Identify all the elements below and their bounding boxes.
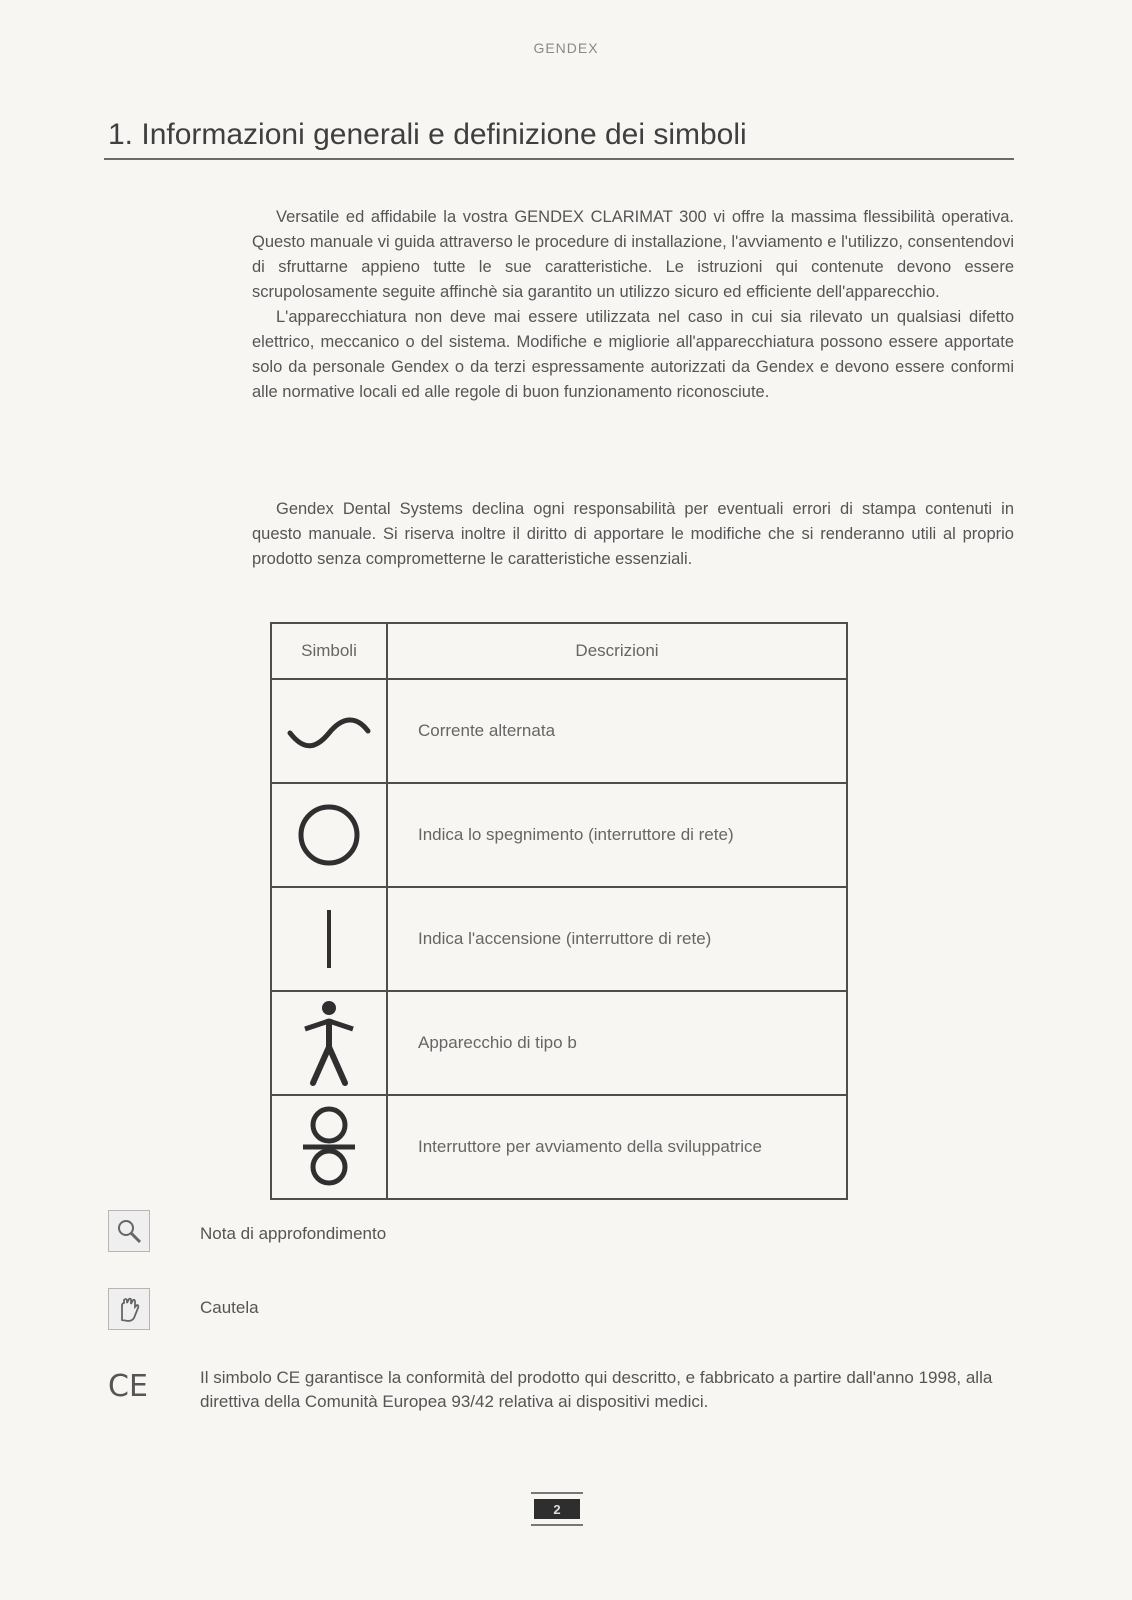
section-title: 1. Informazioni generali e definizione dei simboli [108,118,747,151]
table-row [271,1095,847,1199]
caution-hand-icon [108,1288,150,1330]
disclaimer-text [252,497,1014,572]
row-description: Indica l'accensione (interruttore di rete) [387,887,847,991]
table-row [271,887,847,991]
row-description: Apparecchio di tipo b [387,991,847,1095]
header-descriptions: Descrizioni [387,623,847,679]
page-number-label: 2 [534,1499,580,1519]
row-description: Interruttore per avviamento della sviluppatrice [387,1095,847,1199]
legend-caution-text: Cautela [200,1298,259,1317]
intro-text [252,205,1014,405]
disclaimer-paragraph: Gendex Dental Systems declina ogni responsabilità per eventuali errori di stampa contenuti in questo manuale. Si riserva inoltre il diritto di apportare le modifiche che si renderanno utili al proprio prodotto senza comprometterne le caratteristiche essenziali. [252,500,1014,568]
intro-paragraph-1: Versatile ed affidabile la vostra GENDEX CLARIMAT 300 vi offre la massima flessibilità operativa. Questo manuale vi guida attraverso le procedure di installazione, l'avviamento e l'utilizzo, consentendovi di sfruttarne appieno tutte le sue caratteristiche. Le istruzioni qui contenute devono essere scrupolosamente seguite affinchè sia garantito un utilizzo sicuro ed efficiente dell'apparecchio. [252,208,1014,301]
legend-ce [108,1366,1008,1411]
table-row [271,783,847,887]
magnifier-icon [108,1210,150,1252]
row-description: Corrente alternata [387,679,847,783]
legend-caution [108,1288,1008,1330]
header-brand: GENDEX [533,40,599,56]
intro-paragraph-2: L'apparecchiatura non deve mai essere utilizzata nel caso in cui sia rilevato un qualsiasi difetto elettrico, meccanico o del sistema. Modifiche e migliorie all'apparecchiatura possono essere apportate solo da personale Gendex o da terzi espressamente autorizzati da Gendex e devono essere conformi alle normative locali ed alle regole di buon funzionamento riconosciute. [252,308,1014,401]
legend-ce-text: Il simbolo CE garantisce la conformità del prodotto qui descritto, e fabbricato a partire dall'anno 1998, alla direttiva della Comunità Europea 93/42 relativa ai dispositivi medici. [200,1368,993,1411]
table-header-row [271,623,847,679]
ce-mark: CE [108,1368,148,1404]
table-row [271,991,847,1095]
ce-mark-icon [108,1366,148,1406]
table-row [271,679,847,783]
header-symbols: Simboli [271,623,387,679]
row-description: Indica lo spegnimento (interruttore di rete) [387,783,847,887]
type-b-person-icon [271,991,387,1095]
title-divider [104,158,1014,160]
power-off-circle-icon [271,783,387,887]
legend-note [108,1210,1008,1252]
legend-note-text: Nota di approfondimento [200,1224,387,1243]
alternating-current-icon [271,679,387,783]
symbols-table [270,622,848,1200]
power-on-line-icon [271,887,387,991]
processor-start-icon [271,1095,387,1199]
page-number [531,1492,583,1526]
